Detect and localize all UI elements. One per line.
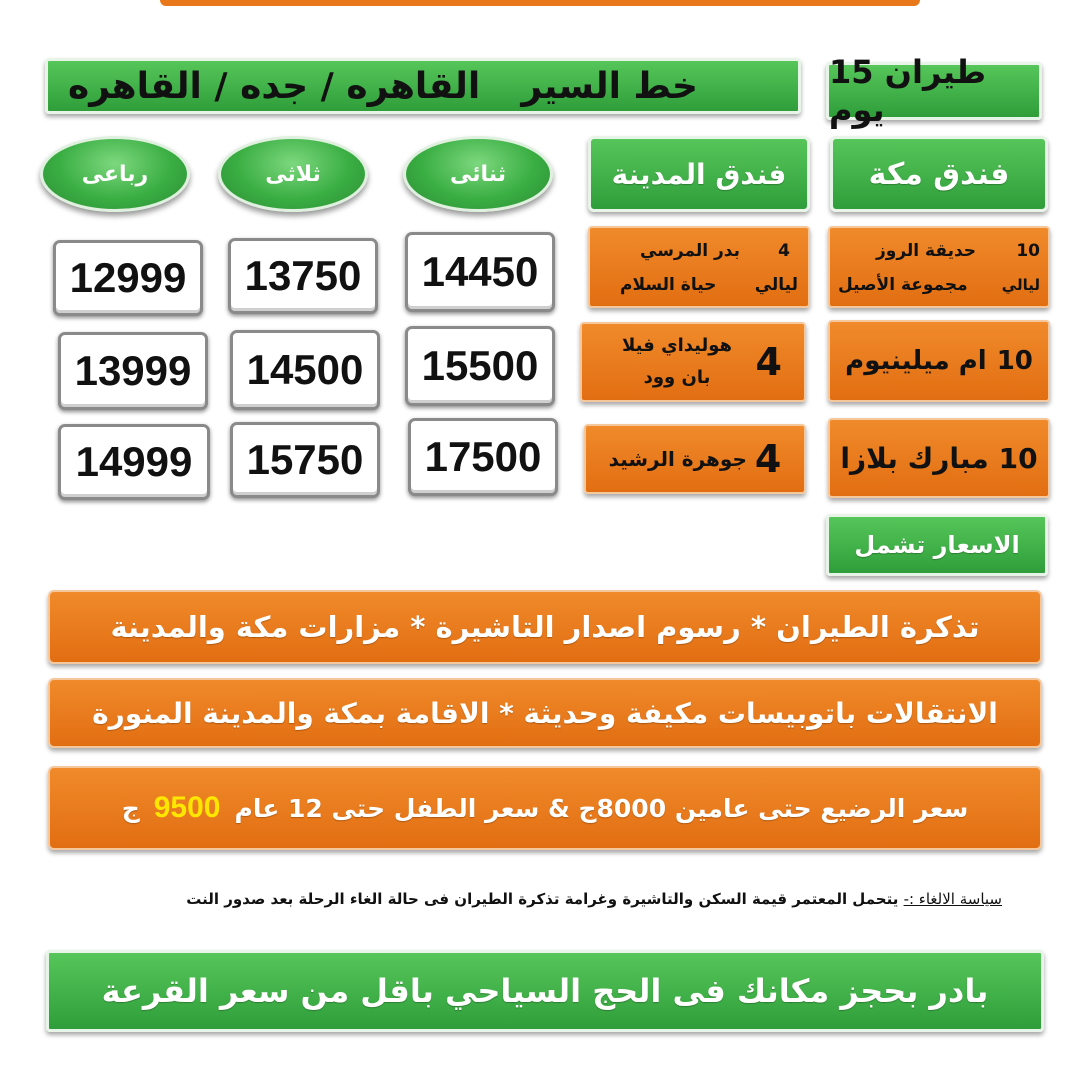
madinah-hotel-name-row-1: بدر المرسي bbox=[640, 241, 741, 261]
makkah-hotel-name-2-row-1: مجموعة الأصيل bbox=[838, 275, 968, 295]
child-price-currency: ج bbox=[121, 793, 140, 823]
makkah-hotel-name-row-2: ام ميلينيوم bbox=[845, 346, 987, 376]
includes-header bbox=[826, 514, 1048, 576]
top-strip bbox=[160, 0, 920, 6]
makkah-nights-word-row-1: ليالي bbox=[1001, 276, 1040, 294]
madinah-nights-row-1: 4 bbox=[778, 241, 790, 261]
madinah-hotel-row-1 bbox=[588, 226, 810, 308]
route-banner bbox=[45, 58, 801, 114]
cancellation-policy bbox=[70, 890, 1002, 920]
child-prices-text: سعر الرضيع حتى عامين 8000ج & سعر الطفل حتى 12 عام bbox=[234, 793, 969, 823]
price-quad-row-2-value: 13999 bbox=[74, 347, 192, 394]
price-triple-row-2-value: 14500 bbox=[246, 346, 364, 393]
price-quad-row-3-value: 14999 bbox=[75, 438, 193, 485]
price-triple-row-1 bbox=[228, 238, 378, 314]
price-double-row-2 bbox=[405, 326, 555, 406]
route-value: القاهره / جده / القاهره bbox=[68, 65, 481, 107]
price-double-row-1-value: 14450 bbox=[421, 248, 539, 295]
room-type-quad-label: رباعى bbox=[81, 161, 149, 187]
includes-line-1-text: تذكرة الطيران * رسوم اصدار التاشيرة * مزارات مكة والمدينة bbox=[110, 610, 980, 644]
footer-cta-banner bbox=[46, 950, 1044, 1032]
makkah-hotel-name-row-1: حديقة الروز bbox=[876, 241, 977, 261]
cancellation-policy-text: يتحمل المعتمر قيمة السكن والتاشيرة وغرامة تذكرة الطيران فى حالة الغاء الرحلة بعد صدور النت bbox=[186, 890, 899, 908]
madinah-nights-row-2: 4 bbox=[755, 340, 782, 384]
madinah-hotel-name-2-row-1: حياة السلام bbox=[620, 275, 717, 295]
makkah-hotel-header bbox=[830, 136, 1048, 212]
includes-line-1 bbox=[48, 590, 1042, 664]
cancellation-policy-label: سياسة الالغاء :- bbox=[903, 890, 1002, 908]
price-quad-row-3 bbox=[58, 424, 210, 500]
price-double-row-3-value: 17500 bbox=[424, 433, 542, 480]
madinah-nights-row-3: 4 bbox=[754, 437, 782, 481]
child-prices-banner bbox=[48, 766, 1042, 850]
includes-header-text: الاسعار تشمل bbox=[854, 531, 1020, 559]
makkah-hotel-row-2 bbox=[828, 320, 1050, 402]
price-double-row-1 bbox=[405, 232, 555, 312]
room-type-double-label: ثنائى bbox=[449, 161, 507, 187]
makkah-nights-row-3: 10 bbox=[998, 441, 1038, 475]
child-price-value: 9500 bbox=[153, 791, 221, 824]
price-triple-row-1-value: 13750 bbox=[244, 252, 362, 299]
madinah-hotel-row-2 bbox=[580, 322, 806, 402]
makkah-hotel-header-text: فندق مكة bbox=[868, 156, 1010, 192]
price-quad-row-2 bbox=[58, 332, 208, 410]
room-type-triple bbox=[218, 136, 368, 212]
madinah-nights-word-row-1: ليالي bbox=[754, 275, 798, 295]
madinah-hotel-name-row-2: هوليداي فيلا bbox=[622, 335, 733, 356]
flight-duration-badge bbox=[826, 53, 1042, 129]
price-triple-row-3-value: 15750 bbox=[246, 436, 364, 483]
route-label: خط السير bbox=[521, 65, 698, 107]
room-type-triple-label: ثلاثى bbox=[265, 161, 321, 187]
footer-cta-text: بادر بحجز مكانك فى الحج السياحي باقل من سعر القرعة bbox=[101, 972, 989, 1010]
includes-line-2 bbox=[48, 678, 1042, 748]
makkah-nights-row-1: 10 bbox=[1016, 241, 1040, 261]
price-quad-row-1 bbox=[53, 240, 203, 316]
madinah-hotel-header bbox=[588, 136, 810, 212]
madinah-hotel-name-row-3: جوهرة الرشيد bbox=[608, 447, 747, 471]
room-type-quad bbox=[40, 136, 190, 212]
room-type-double bbox=[403, 136, 553, 212]
includes-line-2-text: الانتقالات باتوبيسات مكيفة وحديثة * الاقامة بمكة والمدينة المنورة bbox=[92, 696, 998, 730]
price-quad-row-1-value: 12999 bbox=[69, 254, 187, 301]
price-triple-row-2 bbox=[230, 330, 380, 410]
price-double-row-3 bbox=[408, 418, 558, 496]
flight-duration-text: طيران 15 يوم bbox=[829, 53, 987, 129]
madinah-hotel-row-3 bbox=[584, 424, 806, 494]
makkah-hotel-row-1 bbox=[828, 226, 1050, 308]
madinah-hotel-header-text: فندق المدينة bbox=[611, 157, 787, 191]
makkah-hotel-name-row-3: مبارك بلازا bbox=[840, 441, 989, 475]
price-triple-row-3 bbox=[230, 422, 380, 498]
makkah-nights-row-2: 10 bbox=[996, 346, 1033, 376]
price-double-row-2-value: 15500 bbox=[421, 342, 539, 389]
madinah-hotel-name-2-row-2: بان وود bbox=[643, 367, 711, 388]
makkah-hotel-row-3 bbox=[828, 418, 1050, 498]
